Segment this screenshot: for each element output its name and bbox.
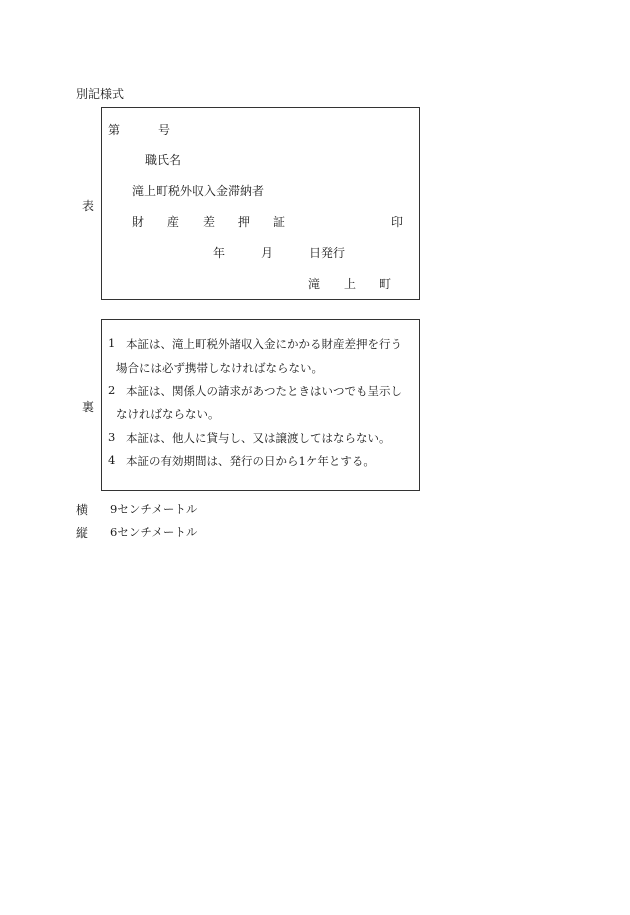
number-dai: 第 [108, 123, 121, 137]
date-year: 年 [213, 246, 226, 260]
list-item-number: 1 [108, 336, 116, 350]
back-side-label: 裏 [82, 400, 95, 414]
cert-title-char: 証 [273, 215, 286, 229]
width-label: 横 [76, 503, 89, 517]
width-value: 9センチメートル [110, 502, 198, 516]
list-item-text: 本証は、他人に貸与し、又は譲渡してはならない。 [126, 431, 391, 445]
list-item-text: なければならない。 [116, 407, 220, 421]
cert-title-char: 押 [238, 215, 251, 229]
back-certificate-box [101, 319, 420, 491]
list-item-text: 本証の有効期間は、発行の日から1ケ年とする。 [126, 454, 375, 468]
list-item-text: 場合には必ず携帯しなければならない。 [116, 361, 323, 375]
list-item-number: 2 [108, 383, 116, 397]
position-name: 職氏名 [145, 153, 182, 167]
height-label: 縦 [76, 526, 89, 540]
date-issued: 日発行 [309, 246, 346, 260]
issuer-char: 町 [379, 277, 392, 291]
form-title: 別記様式 [76, 87, 125, 101]
list-item-number: 3 [108, 430, 116, 444]
front-side-label: 表 [82, 199, 95, 213]
front-certificate-box [101, 107, 420, 300]
list-item-text: 本証は、関係人の請求があつたときはいつでも呈示し [126, 384, 402, 398]
issuer-char: 上 [344, 277, 357, 291]
cert-title-char: 産 [167, 215, 180, 229]
number-go: 号 [158, 123, 171, 137]
seal-mark: 印 [391, 215, 404, 229]
issuer-char: 滝 [308, 277, 321, 291]
list-item-number: 4 [108, 453, 116, 467]
list-item-text: 本証は、滝上町税外諸収入金にかかる財産差押を行う [126, 337, 402, 351]
cert-title-char: 財 [132, 215, 145, 229]
cert-title-char: 差 [203, 215, 216, 229]
height-value: 6センチメートル [110, 525, 198, 539]
collector-line: 滝上町税外収入金滞納者 [132, 184, 265, 198]
date-month: 月 [261, 246, 274, 260]
